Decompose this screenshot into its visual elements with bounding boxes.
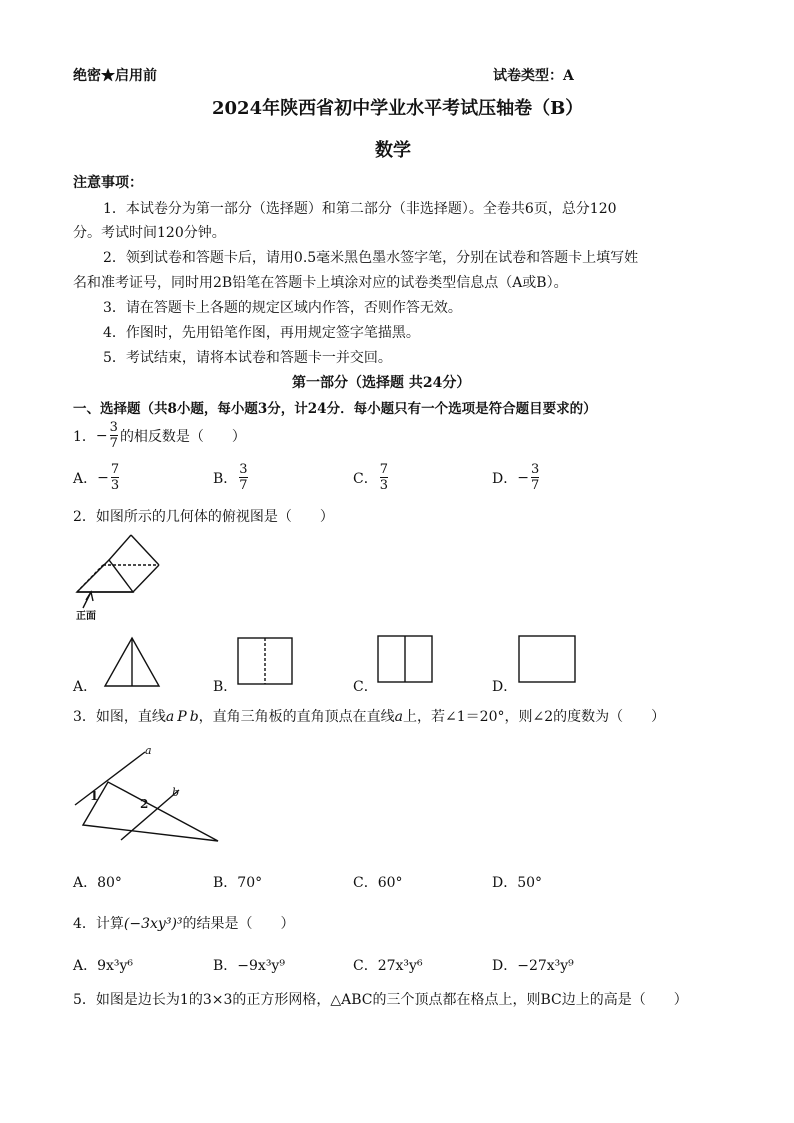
q3-line-a-ref: a — [394, 709, 404, 725]
q3-parallel-symbol: P — [177, 709, 187, 725]
question-4 — [73, 913, 295, 933]
q3-text-1: 3．如图，直线 — [73, 709, 166, 725]
q2-option-d-label[interactable]: D． — [492, 679, 518, 695]
q3-option-a[interactable]: A．80° — [73, 875, 122, 891]
q3-option-c[interactable]: C．60° — [353, 875, 403, 891]
numerator: 3 — [530, 462, 540, 477]
q1-text: 的相反数是（ ） — [119, 428, 246, 445]
notes-heading: 注意事项： — [73, 175, 143, 191]
q4-option-d[interactable]: D．−27x³y⁹ — [492, 958, 574, 974]
note-4: 4．作图时，先用铅笔作图，再用规定签字笔描黑。 — [103, 325, 420, 341]
part1-heading: 第一部分（选择题 共24分） — [292, 375, 471, 391]
q3-text-3: 上，若∠1＝20°，则∠2的度数为（ ） — [403, 709, 666, 725]
q2-option-d-figure[interactable] — [517, 634, 579, 686]
q4-option-a[interactable]: A．9x³y⁶ — [73, 958, 134, 974]
q4-option-b[interactable]: B．−9x³y⁹ — [213, 958, 285, 974]
q3-line-a: a — [165, 709, 175, 725]
option-fraction — [531, 462, 539, 493]
denominator: 3 — [110, 478, 120, 493]
question-5: 5．如图是边长为1的3×3的正方形网格，△ABC的三个顶点都在格点上，则BC边上的高是（ ） — [73, 992, 688, 1008]
q1-option-a[interactable] — [73, 462, 121, 493]
confidential-label: 绝密★启用前 — [73, 68, 157, 84]
q2-option-b-label[interactable]: B． — [213, 679, 238, 695]
q3-line-b: b — [189, 709, 199, 725]
q1-option-d[interactable] — [492, 462, 541, 493]
option-label: A． — [73, 470, 98, 487]
label-b: b — [172, 786, 180, 799]
question-2: 2．如图所示的几何体的俯视图是（ ） — [73, 509, 334, 525]
q3-option-d[interactable]: D．50° — [492, 875, 543, 891]
question-1 — [73, 420, 246, 451]
q4-expression: (−3xy³)³ — [123, 916, 183, 932]
label-a: a — [145, 744, 152, 757]
option-fraction — [239, 462, 247, 493]
q1-denominator: 7 — [109, 436, 118, 451]
option-label: B． — [213, 470, 238, 487]
denominator: 7 — [239, 478, 248, 493]
numerator: 7 — [110, 462, 120, 477]
triangle — [83, 782, 218, 841]
option-fraction — [380, 462, 388, 493]
note-2-line-2: 名和准考证号，同时用2B铅笔在答题卡上填涂对应的试卷类型信息点（A或B）。 — [73, 275, 568, 291]
q1-option-b[interactable] — [213, 462, 250, 493]
note-1-line-2: 分。考试时间120分钟。 — [73, 225, 226, 241]
q2-option-a-label[interactable]: A． — [73, 679, 98, 695]
denominator: 3 — [379, 478, 388, 493]
angle-1-label: 1 — [90, 789, 99, 803]
exam-title: 2024年陕西省初中学业水平考试压轴卷（B） — [212, 98, 584, 119]
q2-option-c-figure[interactable] — [376, 634, 436, 686]
q1-number: 1． — [73, 428, 96, 445]
numerator: 3 — [239, 462, 248, 477]
q2-option-a-figure[interactable] — [103, 636, 163, 688]
q1-minus: − — [95, 427, 108, 444]
q2-option-c-label[interactable]: C． — [353, 679, 378, 695]
q4-text-post: 的结果是（ ） — [182, 916, 295, 932]
q1-fraction — [110, 420, 118, 451]
option-fraction — [111, 462, 119, 493]
subject-title: 数学 — [375, 140, 411, 161]
option-label: D． — [492, 470, 518, 487]
q3-text-2: ，直角三角板的直角顶点在直线 — [198, 709, 395, 725]
option-sign: − — [97, 469, 109, 486]
paper-type-label: 试卷类型：A — [493, 68, 574, 84]
front-label: 正面 — [76, 611, 96, 622]
q1-numerator: 3 — [109, 420, 118, 435]
note-2-line-1: 2．领到试卷和答题卡后，请用0.5毫米黑色墨水签字笔，分别在试卷和答题卡上填写姓 — [103, 250, 639, 266]
q3-option-b[interactable]: B．70° — [213, 875, 263, 891]
angle-2-label: 2 — [140, 797, 149, 811]
line-a — [75, 752, 145, 805]
q3-figure — [73, 745, 233, 850]
option-sign: − — [517, 469, 529, 486]
note-5: 5．考试结束，请将本试卷和答题卡一并交回。 — [103, 350, 392, 366]
q4-text-pre: 4．计算 — [73, 916, 124, 932]
q2-option-b-figure[interactable] — [236, 636, 296, 688]
q1-option-c[interactable] — [353, 462, 390, 493]
note-1-line-1: 1．本试卷分为第一部分（选择题）和第二部分（非选择题）。全卷共6页，总分120 — [103, 201, 617, 217]
option-label: C． — [353, 470, 378, 487]
question-3 — [73, 706, 665, 726]
denominator: 7 — [530, 478, 540, 493]
q4-option-c[interactable]: C．27x³y⁶ — [353, 958, 423, 974]
section-heading: 一、选择题（共8小题，每小题3分，计24分．每小题只有一个选项是符合题目要求的） — [73, 401, 597, 417]
numerator: 7 — [379, 462, 388, 477]
note-3: 3．请在答题卡上各题的规定区域内作答，否则作答无效。 — [103, 300, 462, 316]
